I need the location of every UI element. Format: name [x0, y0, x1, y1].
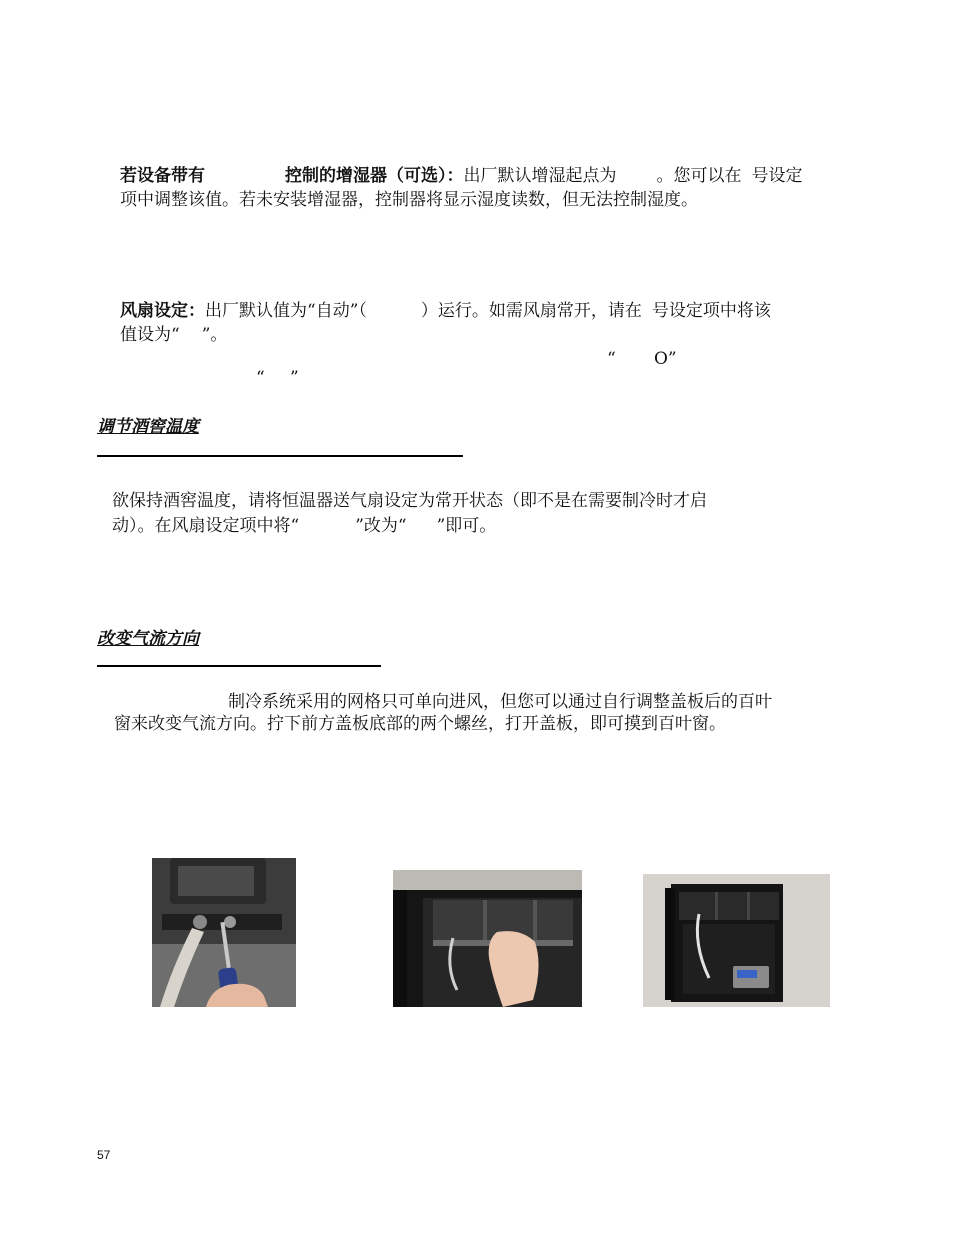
section2-line-1: 制冷系统采用的网格只可单向进风，但您可以通过自行调整盖板后的百叶 [228, 692, 772, 712]
photo-unit-on-wall-svg [643, 874, 830, 1007]
section1-line-1: 欲保持酒窖温度，请将恒温器送气扇设定为常开状态（即不是在需要制冷时才启 [112, 491, 707, 511]
humidifier-line-2: 项中调整该值。若未安装增湿器，控制器将显示湿度读数，但无法控制湿度。 [120, 190, 698, 210]
photo-louver-adjust [393, 870, 582, 1007]
humidifier-colon: ： [446, 166, 464, 186]
fan-label: 风扇设定 [120, 301, 188, 321]
section-rule-2 [97, 665, 381, 667]
fan-line-2-start: 值设为“ [120, 325, 180, 345]
fan-line-1 [120, 299, 771, 323]
fan-text-c: 号设定项中将该 [651, 301, 771, 321]
fan-quote2-a: “ [256, 368, 265, 388]
section1-line-2-a: 动）。在风扇设定项中将“ [112, 516, 300, 536]
page-number: 57 [97, 1148, 111, 1162]
humidifier-label-b: 控制的增湿器（可选） [285, 166, 447, 186]
fan-colon: ： [188, 301, 205, 321]
fan-text-a: 出厂默认值为“自动”（ [205, 301, 367, 321]
humidifier-label-a: 若设备带有 [120, 166, 205, 186]
section1-line-2 [112, 514, 496, 538]
section-heading-cellar-temp: 调节酒窖温度 [97, 417, 199, 437]
fan-text-b: ）运行。如需风扇常开，请在 [420, 301, 642, 321]
fan-quote-a: “ [607, 349, 616, 369]
section1-line-2-c: ”即可。 [436, 516, 497, 536]
section-rule-1 [97, 455, 463, 457]
humidifier-text-b: 。您可以在 [656, 166, 742, 186]
section1-line-2-b: ”改为“ [355, 516, 407, 536]
photo-louver-adjust-svg [393, 870, 582, 1007]
photo-unit-on-wall [643, 874, 830, 1007]
humidifier-text-a: 出厂默认增湿起点为 [463, 166, 617, 186]
photo-screwdriver-cover-svg [152, 858, 296, 1007]
fan-line-2-end: ”。 [201, 325, 228, 345]
section-heading-airflow: 改变气流方向 [97, 629, 199, 649]
section2-line-2: 窗来改变气流方向。拧下前方盖板底部的两个螺丝，打开盖板，即可摸到百叶窗。 [114, 714, 726, 734]
fan-quote-b: O” [654, 349, 677, 369]
photo-screwdriver-cover [152, 858, 296, 1007]
fan-quote2-b: ” [290, 368, 299, 388]
humidifier-text-c: 号设定 [751, 166, 803, 186]
humidifier-line-1 [120, 164, 803, 188]
fan-line-2 [120, 323, 227, 347]
